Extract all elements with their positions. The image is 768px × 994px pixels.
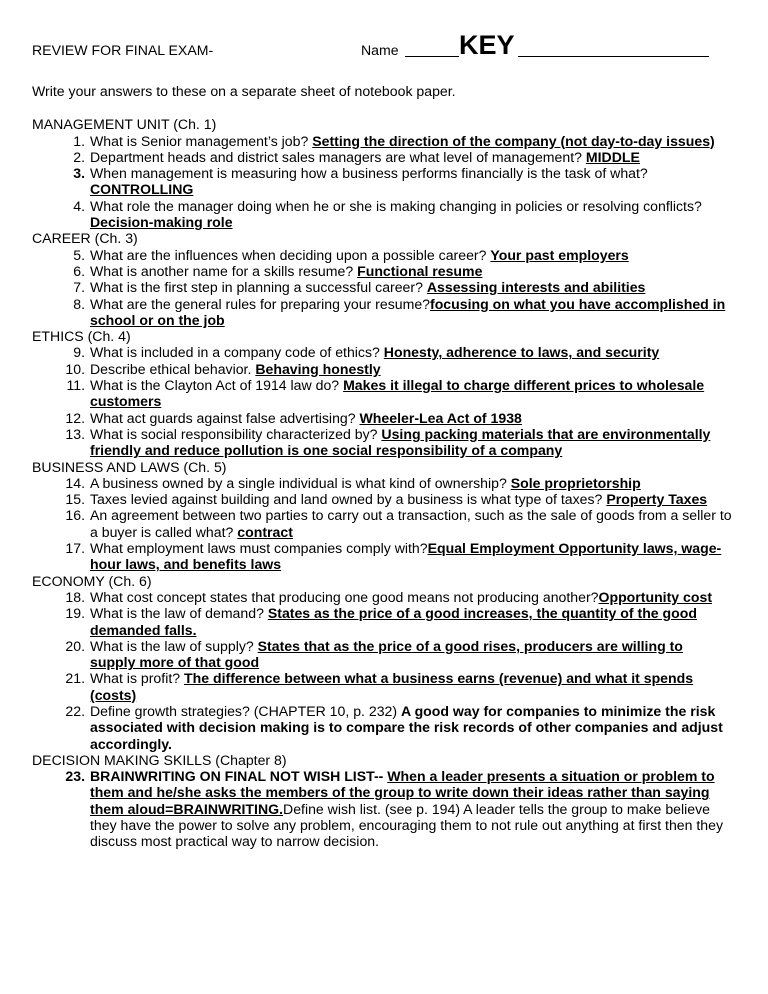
answer-text: Functional resume: [357, 262, 483, 279]
question-text: What employment laws must companies comply with?: [90, 540, 428, 557]
question-item: [32, 703, 732, 752]
answer-text: When a leader presents a situation or problem to them and he/she asks the members of the group to write down their ideas rather than saying them aloud=BRAINWRITING.: [90, 768, 715, 817]
answer-text: Equal Employment Opportunity laws, wage-hour laws, and benefits laws: [90, 540, 722, 573]
section-title: DECISION MAKING SKILLS (Chapter 8): [32, 751, 287, 768]
answer-text: Sole proprietorship: [510, 474, 641, 491]
question-text: An agreement between two parties to carry out a transaction, such as the sale of goods from a seller to a buyer is called what?: [90, 507, 732, 540]
question-number: 17.: [65, 540, 85, 557]
answer-text: Decision-making role: [90, 214, 233, 231]
question-text: What is profit?: [90, 670, 184, 687]
section-1: [32, 230, 732, 328]
question-number: 10.: [65, 360, 85, 377]
answer-text: Makes it illegal to charge different prices to wholesale customers: [90, 377, 705, 410]
question-item: [32, 165, 732, 198]
question-text: Department heads and district sales managers are what level of management?: [90, 148, 586, 165]
answer-text: Property Taxes: [606, 491, 708, 508]
question-item: [32, 410, 732, 426]
question-text: Describe ethical behavior.: [90, 360, 256, 377]
section-0: [32, 116, 732, 230]
section-4: [32, 573, 732, 752]
section-5: [32, 752, 732, 850]
question-number: 5.: [73, 246, 85, 263]
answer-text: Assessing interests and abilities: [426, 279, 646, 296]
answer-text: Your past employers: [490, 246, 629, 263]
section-title: CAREER (Ch. 3): [32, 230, 138, 247]
question-text: What act guards against false advertising?: [90, 409, 360, 426]
answer-text: MIDDLE: [585, 148, 640, 165]
section-title: ECONOMY (Ch. 6): [32, 572, 152, 589]
question-list: [32, 344, 732, 458]
key-label: KEY: [459, 30, 515, 60]
question-item: [32, 361, 732, 377]
question-list: [32, 133, 732, 231]
instructions: Write your answers to these on a separate sheet of notebook paper.: [32, 83, 456, 99]
question-text: Define wish list. (see p. 194) A leader tells the group to make believe they have the power to solve any problem, encouraging them to not rule out anything at first then they discuss most practical way to narrow decision.: [90, 800, 724, 850]
question-text: What is social responsibility characterized by?: [90, 425, 382, 442]
question-item: [32, 296, 732, 329]
question-number: 13.: [65, 425, 85, 442]
question-number: 21.: [65, 670, 85, 687]
document-page: [32, 30, 732, 850]
question-number: 22.: [65, 702, 85, 719]
question-item: [32, 540, 732, 573]
question-number: 14.: [65, 474, 85, 491]
question-number: 8.: [73, 295, 85, 312]
question-number: 11.: [66, 377, 85, 394]
answer-text: Setting the direction of the company (not day-to-day issues): [312, 132, 715, 149]
question-list: [32, 768, 732, 849]
question-number: 18.: [65, 588, 85, 605]
question-number: 12.: [65, 409, 85, 426]
question-number: 1.: [73, 132, 85, 149]
question-item: [32, 670, 732, 703]
question-text: What is the law of supply?: [90, 637, 258, 654]
question-text: What role the manager doing when he or she is making changing in policies or resolving conflicts?: [90, 197, 702, 214]
question-number: 3.: [73, 165, 85, 182]
question-item: [32, 491, 732, 507]
question-text: What are the general rules for preparing your resume?: [90, 295, 430, 312]
question-list: [32, 475, 732, 573]
question-item: [32, 198, 732, 231]
question-item: [32, 247, 732, 263]
question-number: 7.: [73, 279, 85, 296]
answer-text: States that as the price of a good rises, producers are willing to supply more of that good: [90, 637, 683, 671]
answer-text: contract: [237, 523, 293, 540]
question-number: 15.: [65, 491, 85, 508]
question-item: [32, 768, 732, 849]
question-item: [32, 344, 732, 360]
question-item: [32, 149, 732, 165]
question-number: 23.: [65, 768, 85, 785]
question-item: [32, 475, 732, 491]
question-text: What is another name for a skills resume?: [90, 262, 358, 279]
question-text: What is included in a company code of ethics?: [90, 344, 384, 361]
question-number: 19.: [65, 605, 85, 622]
answer-text: The difference between what a business earns (revenue) and what it spends (costs): [90, 670, 694, 703]
question-text: What cost concept states that producing one good means not producing another?: [90, 588, 599, 605]
question-number: 9.: [73, 344, 85, 361]
question-item: [32, 133, 732, 149]
review-sections: [32, 116, 732, 849]
question-item: [32, 589, 732, 605]
question-item: [32, 605, 732, 638]
document-title: REVIEW FOR FINAL EXAM-: [32, 42, 214, 58]
question-text: Taxes levied against building and land owned by a business is what type of taxes?: [90, 491, 607, 508]
section-title: ETHICS (Ch. 4): [32, 328, 131, 345]
header: [32, 30, 732, 64]
answer-text: focusing on what you have accomplished in school or on the job: [90, 295, 726, 328]
answer-text: States as the price of a good increases, the quantity of the good demanded falls.: [90, 605, 697, 638]
answer-text: Honesty, adherence to laws, and security: [383, 344, 660, 361]
question-text: Define growth strategies? (CHAPTER 10, p. 232): [90, 702, 401, 719]
question-text: When management is measuring how a business performs financially is the task of what?: [90, 165, 648, 182]
answer-text: CONTROLLING: [90, 181, 194, 198]
question-item: [32, 426, 732, 459]
question-item: [32, 263, 732, 279]
question-number: 6.: [73, 262, 85, 279]
question-list: [32, 589, 732, 752]
section-3: [32, 459, 732, 573]
question-text: A business owned by a single individual is what kind of ownership?: [90, 474, 511, 491]
question-number: 2.: [73, 148, 85, 165]
question-item: [32, 507, 732, 540]
section-title: MANAGEMENT UNIT (Ch. 1): [32, 116, 217, 133]
question-list: [32, 247, 732, 328]
question-item: [32, 638, 732, 671]
answer-text: A good way for companies to minimize the risk associated with decision making is to compare the risk records of other companies and adjust accordingly.: [90, 702, 723, 752]
section-2: [32, 328, 732, 458]
name-label: Name: [361, 42, 399, 58]
name-blank-line-2: [518, 42, 709, 57]
question-text: What is Senior management’s job?: [90, 132, 313, 149]
question-text: BRAINWRITING ON FINAL NOT WISH LIST--: [90, 768, 388, 785]
answer-text: Opportunity cost: [598, 588, 713, 605]
section-title: BUSINESS AND LAWS (Ch. 5): [32, 458, 227, 475]
answer-text: Behaving honestly: [255, 360, 381, 377]
question-number: 16.: [65, 507, 85, 524]
name-blank-line: [405, 42, 459, 57]
answer-text: Using packing materials that are environmentally friendly and reduce pollution is one social responsibility of a company: [90, 425, 711, 459]
answer-text: Wheeler-Lea Act of 1938: [359, 409, 522, 426]
question-item: [32, 279, 732, 295]
question-text: What is the law of demand?: [90, 605, 268, 622]
question-number: 20.: [65, 637, 85, 654]
question-number: 4.: [73, 197, 85, 214]
question-text: What is the first step in planning a successful career?: [90, 279, 427, 296]
question-text: What is the Clayton Act of 1914 law do?: [90, 377, 344, 394]
question-item: [32, 377, 732, 410]
question-text: What are the influences when deciding upon a possible career?: [90, 246, 491, 263]
